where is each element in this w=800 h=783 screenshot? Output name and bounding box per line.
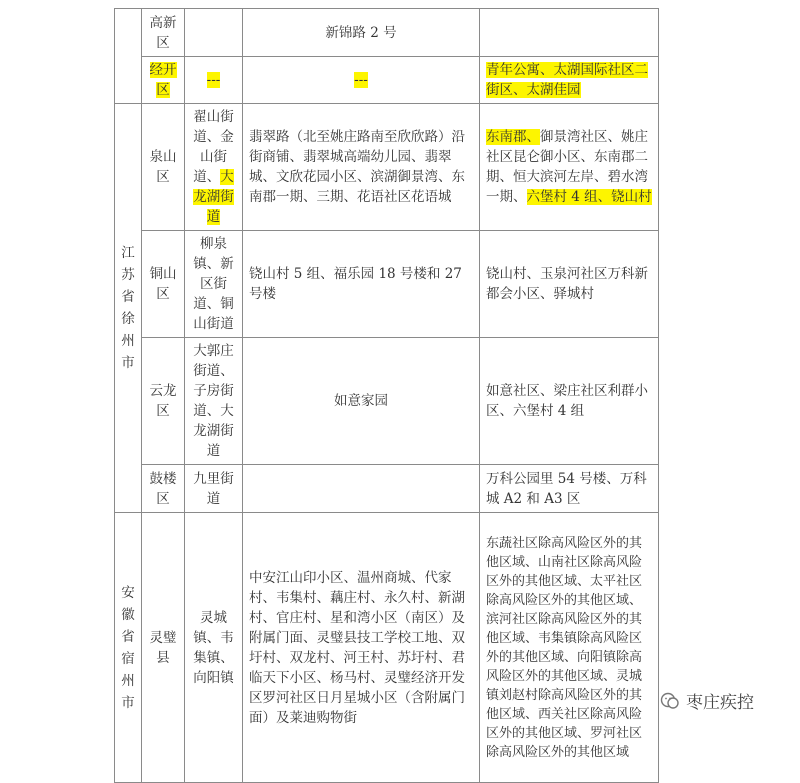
wechat-icon: [660, 691, 680, 711]
street-cell: [185, 9, 243, 57]
risk-area-cell: 中安江山印小区、温州商城、代家村、韦集村、藕庄村、永久村、新湖村、官庄村、星和湾小区（南区）及附属门面、灵璧县技工学校工地、双圩村、双龙村、河王村、苏圩村、君临天下小区、杨马村、灵璧经济开发区罗河社区日月星城小区（含附属门面）及莱迪购物街: [243, 513, 480, 783]
table-row: [115, 338, 659, 465]
district-cell: 泉山区: [142, 104, 185, 231]
risk-area-cell: 如意家园: [243, 338, 480, 465]
district-cell: 云龙区: [142, 338, 185, 465]
table-row: [115, 9, 659, 57]
highlighted-street: ---: [206, 72, 221, 88]
district-cell: [142, 57, 185, 104]
table-row: [115, 104, 659, 231]
table-row: [115, 465, 659, 513]
district-cell: 鼓楼区: [142, 465, 185, 513]
zone-cell: [480, 9, 659, 57]
risk-area-table: [114, 8, 659, 783]
street-cell: [185, 104, 243, 231]
zone-cell: 东蔬社区除高风险区外的其他区域、山南社区除高风险区外的其他区域、太平社区除高风险区外的其他区域、滨河社区除高风险区外的其他区域、韦集镇除高风险区外的其他区域、向阳镇除高风险区外的其他区域、灵城镇刘赵村除高风险区外的其他区域、西关社区除高风险区外的其他区域、罗河社区除高风险区外的其他区域: [480, 513, 659, 783]
district-cell: 灵璧县: [142, 513, 185, 783]
table-row: [115, 231, 659, 338]
zone-cell: 如意社区、梁庄社区利群小区、六堡村 4 组: [480, 338, 659, 465]
province-city-cell: 安徽省宿州市: [115, 513, 142, 783]
highlighted-risk: ---: [354, 72, 368, 88]
street-cell: [185, 57, 243, 104]
province-city-cell: 江苏省徐州市: [115, 104, 142, 513]
risk-area-cell: 新锦路 2 号: [243, 9, 480, 57]
highlighted-zone: 东南郡、: [486, 129, 540, 145]
street-cell: 九里街道: [185, 465, 243, 513]
zone-cell: 铙山村、玉泉河社区万科新都会小区、驿城村: [480, 231, 659, 338]
district-cell: 高新区: [142, 9, 185, 57]
street-text: 翟山街道、金山街道、: [193, 109, 234, 185]
street-cell: 大郭庄街道、子房街道、大龙湖街道: [185, 338, 243, 465]
zone-text: 御景湾社区、姚庄社区昆仑御小区、东南郡二期、恒大滨河左岸、碧水湾一期、: [486, 129, 648, 205]
street-cell: 灵城镇、韦集镇、向阳镇: [185, 513, 243, 783]
province-city-cell: [115, 9, 142, 104]
zone-cell: [480, 57, 659, 104]
risk-area-cell: 铙山村 5 组、福乐园 18 号楼和 27 号楼: [243, 231, 480, 338]
highlighted-zone: 青年公寓、太湖国际社区二街区、太湖佳园: [486, 62, 648, 98]
watermark-text: 枣庄疾控: [686, 693, 754, 713]
watermark: [660, 688, 754, 713]
highlighted-zone: 六堡村 4 组、铙山村: [526, 189, 652, 205]
street-cell: 柳泉镇、新区街道、铜山街道: [185, 231, 243, 338]
highlighted-street: 大龙湖街道: [193, 169, 234, 225]
zone-cell: [480, 104, 659, 231]
table-row: [115, 513, 659, 783]
risk-area-cell: [243, 465, 480, 513]
district-cell: 铜山区: [142, 231, 185, 338]
table-row: [115, 57, 659, 104]
risk-area-cell: 翡翠路（北至姚庄路南至欣欣路）沿街商铺、翡翠城高端幼儿园、翡翠城、文欣花园小区、滨湖御景湾、东南郡一期、三期、花语社区花语城: [243, 104, 480, 231]
zone-cell: 万科公园里 54 号楼、万科城 A2 和 A3 区: [480, 465, 659, 513]
highlighted-district: 经开区: [149, 62, 177, 98]
risk-area-cell: [243, 57, 480, 104]
